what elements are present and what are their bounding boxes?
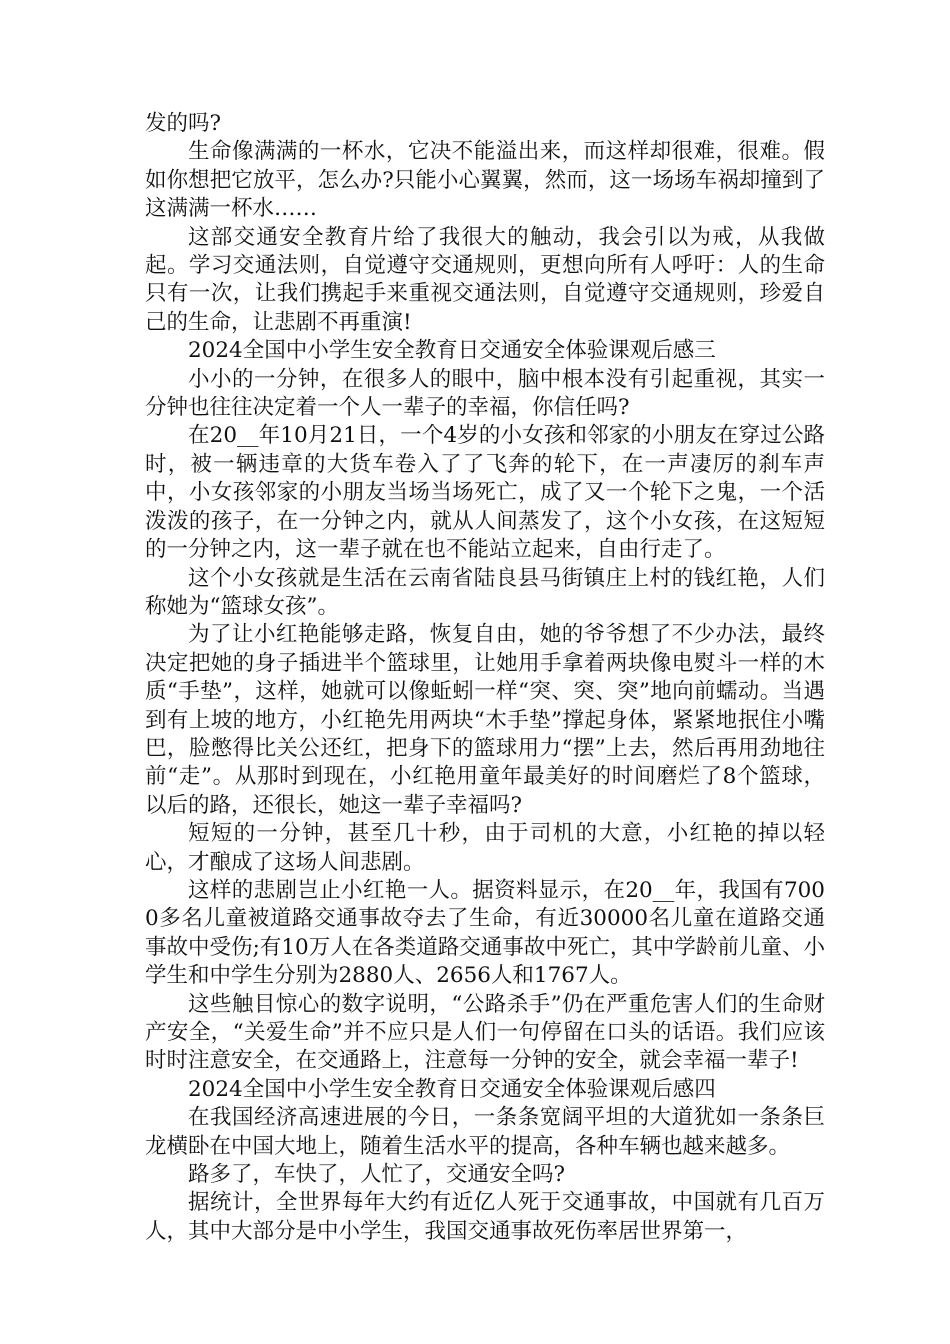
document-page xyxy=(145,110,825,1246)
paragraph-numbers: 这些触目惊心的数字说明，“公路杀手”仍在严重危害人们的生命财产安全，“关爱生命”并不应只是人们一句停留在口头的话语。我们应该时时注意安全，在交通路上，注意每一分钟的安全，就会幸福一辈子! xyxy=(145,991,825,1074)
paragraph-economy: 在我国经济高速进展的今日，一条条宽阔平坦的大道犹如一条条巨龙横卧在中国大地上，随着生活水平的提高，各种车辆也越来越多。 xyxy=(145,1105,825,1159)
paragraph-world-stats: 据统计，全世界每年大约有近亿人死于交通事故，中国就有几百万人，其中大部分是中小学生，我国交通事故死伤率居世界第一， xyxy=(145,1190,825,1244)
paragraph-statistics: 这样的悲剧岂止小红艳一人。据资料显示，在20__年，我国有7000多名儿童被道路交通事故夺去了生命，有近30000名儿童在道路交通事故中受伤;有10万人在各类道路交通事故中死亡，其中学龄前儿童、小学生和中学生分别为2880人、2656人和1767人。 xyxy=(145,877,825,989)
paragraph-roads: 路多了，车快了，人忙了，交通安全吗? xyxy=(188,1162,566,1188)
paragraph-grandfather: 为了让小红艳能够走路，恢复自由，她的爷爷想了不少办法，最终决定把她的身子插进半个篮球里，让她用手拿着两块像电熨斗一样的木质“手垫”，这样，她就可以像蚯蚓一样“突、突、突”地向前蠕动。当遇到有上坡的地方，小红艳先用两块“木手垫”撑起身体，紧紧地抿住小嘴巴，脸憋得比关公还红，把身下的篮球用力“摆”上去，然后再用劲地往前“走”。从那时到现在，小红艳用童年最美好的时间磨烂了8个篮球，以后的路，还很长，她这一辈子幸福吗? xyxy=(145,622,825,818)
paragraph-basketball-girl: 这个小女孩就是生活在云南省陆良县马街镇庄上村的钱红艳，人们称她为“篮球女孩”。 xyxy=(145,565,825,619)
paragraph-life-cup: 生命像满满的一杯水，它决不能溢出来，而这样却很难，很难。假如你想把它放平，怎么办?只能小心翼翼，然而，这一场场车祸却撞到了这满满一杯水…… xyxy=(145,139,825,222)
paragraph-continuation: 发的吗? xyxy=(145,111,222,136)
paragraph-one-minute: 小小的一分钟，在很多人的眼中，脑中根本没有引起重视，其实一分钟也往往决定着一个人一辈子的幸福，你信任吗? xyxy=(145,366,825,421)
paragraph-accident: 在20__年10月21日，一个4岁的小女孩和邻家的小朋友在穿过公路时，被一辆违章的大货车卷入了了飞奔的轮下，在一声凄厉的刹车声中，小女孩邻家的小朋友当场当场死亡，成了又一个轮下之鬼，一个活泼泼的孩子，在一分钟之内，就从人间蒸发了，这个小女孩，在这短短的一分钟之内，这一辈子就在也不能站立起来，自由行走了。 xyxy=(145,423,825,563)
paragraph-education-film: 这部交通安全教育片给了我很大的触动，我会引以为戒，从我做起。学习交通法则，自觉遵守交通规则，更想向所有人呼吁：人的生命只有一次，让我们携起手来重视交通法则，自觉遵守交通规则，珍爱自己的生命，让悲剧不再重演! xyxy=(145,224,825,335)
section-heading-4: 2024全国中小学生安全教育日交通安全体验课观后感四 xyxy=(188,1076,716,1102)
section-heading-3: 2024全国中小学生安全教育日交通安全体验课观后感三 xyxy=(188,338,716,364)
paragraph-short-minute: 短短的一分钟，甚至几十秒，由于司机的大意，小红艳的掉以轻心，才酿成了这场人间悲剧。 xyxy=(145,821,825,875)
